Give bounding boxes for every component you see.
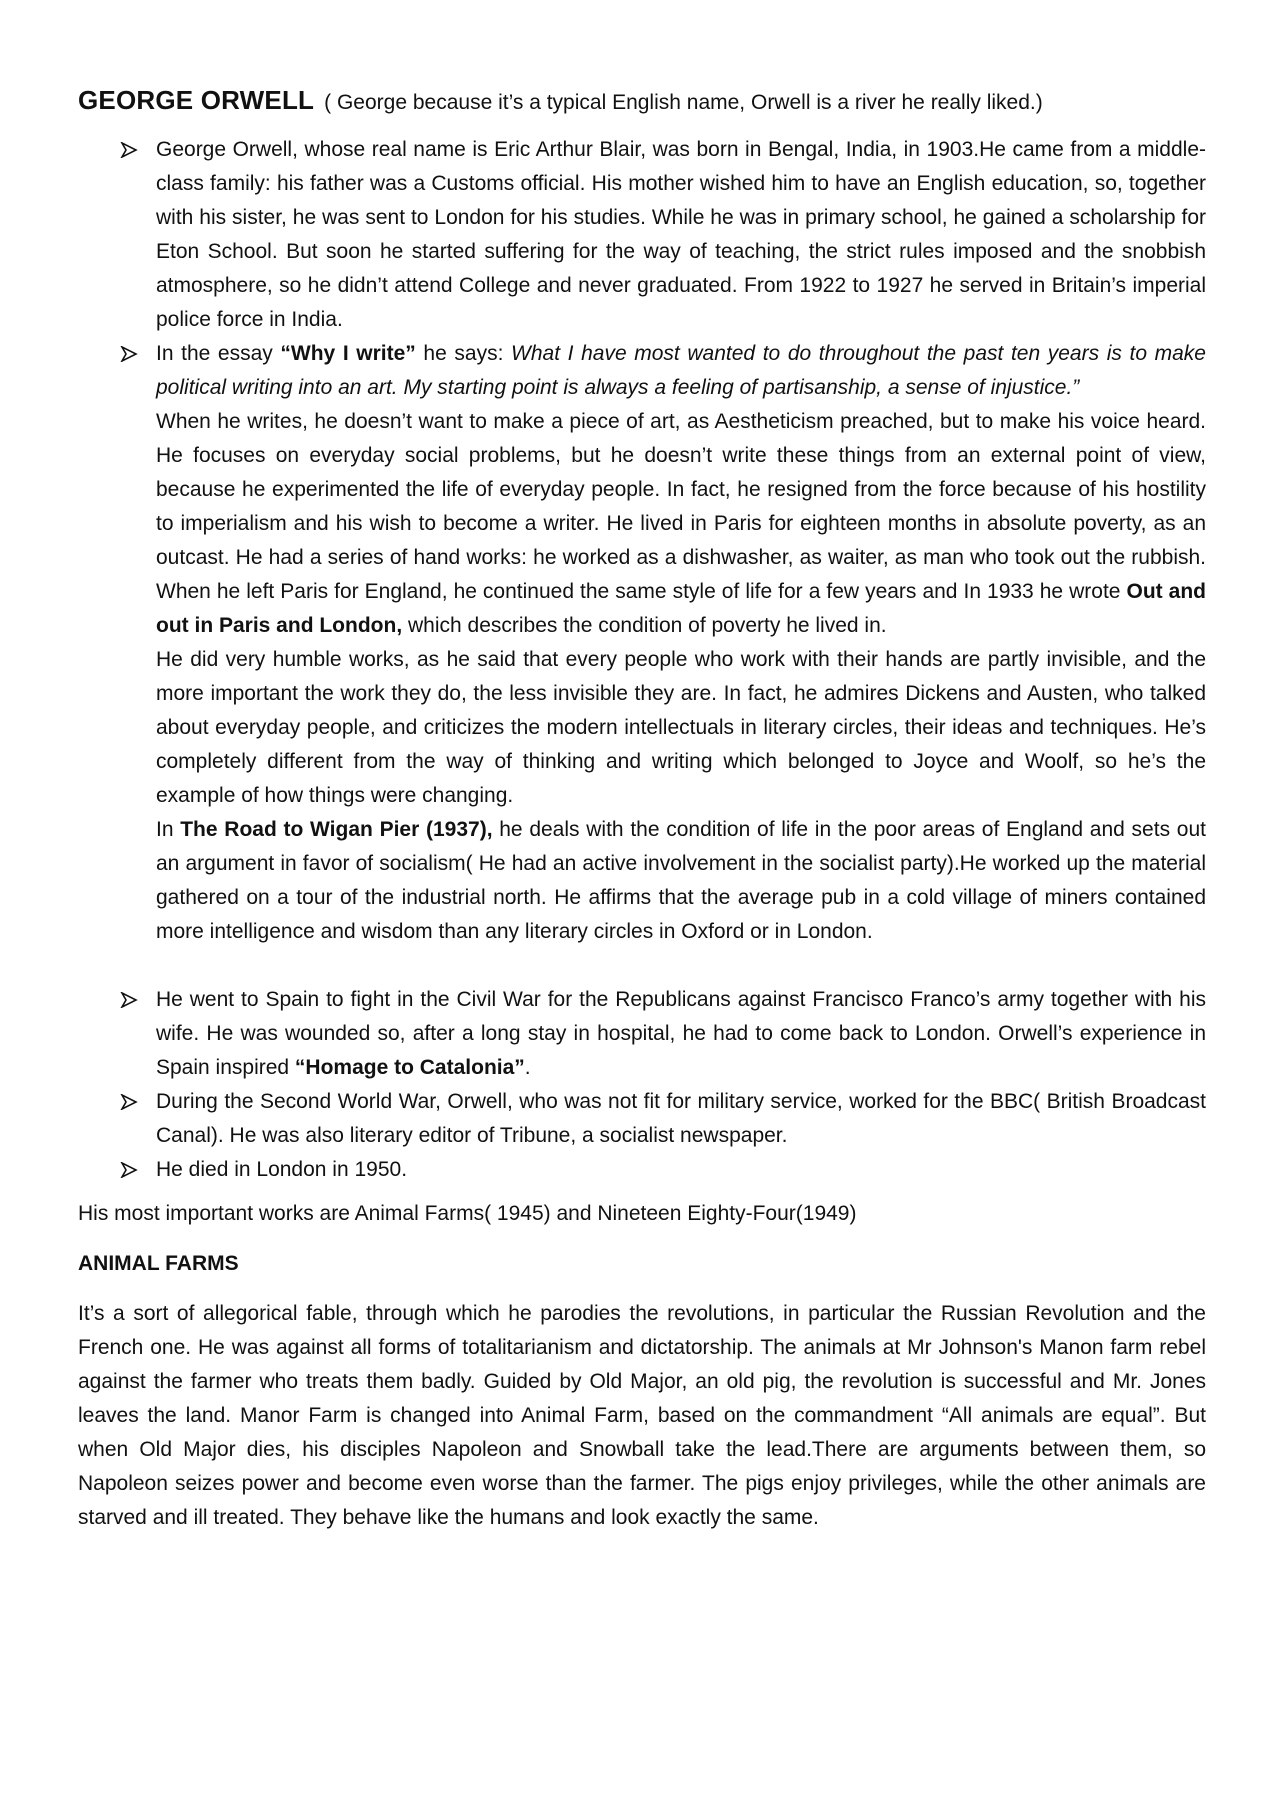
section-heading: ANIMAL FARMS <box>78 1252 239 1275</box>
list-item <box>78 983 1206 1085</box>
animal-farms-paragraph: It’s a sort of allegorical fable, through which he parodies the revolutions, in particular the Russian Revolution and the French one. He was against all forms of totalitarianism and dictatorship. The animals at Mr Johnson's Manon farm rebel against the farmer who treats them badly. Guided by Old Major, an old pig, the revolution is successful and Mr. Jones leaves the land. Manor Farm is changed into Animal Farm, based on the commandment “All animals are equal”. But when Old Major dies, his disciples Napoleon and Snowball take the lead.There are arguments between them, so Napoleon seizes power and become even worse than the farmer. The pigs enjoy privileges, while the other animals are starved and ill treated. They behave like the humans and look exactly the same. <box>78 1302 1206 1529</box>
list-item <box>78 1153 1206 1187</box>
aestheticism-paragraph <box>156 405 1206 643</box>
bullet-text: He died in London in 1950. <box>156 1158 408 1181</box>
paragraph-text: . <box>524 1056 531 1079</box>
bullet-text: During the Second World War, Orwell, who was not fit for military service, worked for the BBC( British Broadcast Canal). He was also literary editor of Tribune, a socialist newspaper. <box>156 1090 1206 1147</box>
list-item <box>78 133 1206 337</box>
spain-paragraph <box>156 983 1206 1085</box>
paragraph-text: He went to Spain to fight in the Civil War for the Republicans against Francisco Franco’s army together with his wife. He was wounded so, after a long stay in hospital, he had to come back to London. Orwell’s experience in Spain inspired <box>156 988 1206 1079</box>
arrow-bullet-icon <box>120 337 142 371</box>
essay-paragraph <box>156 337 1206 405</box>
book-title: The Road to Wigan Pier (1937), <box>180 818 493 841</box>
arrow-bullet-icon <box>120 1153 142 1187</box>
biography-list <box>78 133 1206 1187</box>
bullet-text: George Orwell, whose real name is Eric Arthur Blair, was born in Bengal, India, in 1903.He came from a middle-class family: his father was a Customs official. His mother wished him to have an English education, so, together with his sister, he was sent to London for his studies. While he was in primary school, he gained a scholarship for Eton School. But soon he started suffering for the way of teaching, the strict rules imposed and the snobbish atmosphere, so he didn’t attend College and never graduated. From 1922 to 1927 he served in Britain’s imperial police force in India. <box>156 138 1206 331</box>
paragraph-text: which describes the condition of poverty he lived in. <box>402 614 887 637</box>
book-title: Out and out in Paris and London, <box>156 580 1206 637</box>
works-line: His most important works are Animal Farms( 1945) and Nineteen Eighty-Four(1949) <box>78 1202 857 1225</box>
paragraph-text: In <box>156 818 181 841</box>
essay-title: “Why I write” <box>280 342 416 365</box>
spacer <box>156 949 1206 983</box>
title-line <box>78 80 1206 123</box>
document-page <box>78 80 1206 1535</box>
essay-intro: In the essay <box>156 342 281 365</box>
humble-works-paragraph: He did very humble works, as he said that every people who work with their hands are partly invisible, and the more important the work they do, the less invisible they are. In fact, he admires Dickens and Austen, who talked about everyday people, and criticizes the modern intellectuals in literary circles, their ideas and techniques. He’s completely different from the way of thinking and writing which belonged to Joyce and Woolf, so he’s the example of how things were changing. <box>156 648 1206 807</box>
essay-quote: What I have most wanted to do throughout the past ten years is to make political writing into an art. My starting point is always a feeling of partisanship, a sense of injustice.” <box>156 342 1206 399</box>
title-note: ( George because it’s a typical English name, Orwell is a river he really liked.) <box>324 91 1043 114</box>
paragraph-text: When he writes, he doesn’t want to make a piece of art, as Aestheticism preached, but to make his voice heard. He focuses on everyday social problems, but he doesn’t write these things from an external point of view, because he experimented the life of everyday people. In fact, he resigned from the force because of his hostility to imperialism and his wish to become a writer. He lived in Paris for eighteen months in absolute poverty, as an outcast. He had a series of hand works: he worked as a dishwasher, as waiter, as man who took out the rubbish. When he left Paris for England, he continued the same style of life for a few years and In 1933 he wrote <box>156 410 1206 603</box>
arrow-bullet-icon <box>120 1085 142 1119</box>
arrow-bullet-icon <box>120 983 142 1017</box>
book-title: “Homage to Catalonia” <box>294 1056 525 1079</box>
arrow-bullet-icon <box>120 133 142 167</box>
essay-says: he says: <box>415 342 512 365</box>
paragraph-text: he deals with the condition of life in the poor areas of England and sets out an argument in favor of socialism( He had an active involvement in the socialist party).He worked up the material gathered on a tour of the industrial north. He affirms that the average pub in a cold village of miners contained more intelligence and wisdom than any literary circles in Oxford or in London. <box>156 818 1206 943</box>
list-item <box>78 1085 1206 1153</box>
page-title: GEORGE ORWELL <box>78 85 315 115</box>
wigan-pier-paragraph <box>156 813 1206 949</box>
list-item <box>78 337 1206 983</box>
